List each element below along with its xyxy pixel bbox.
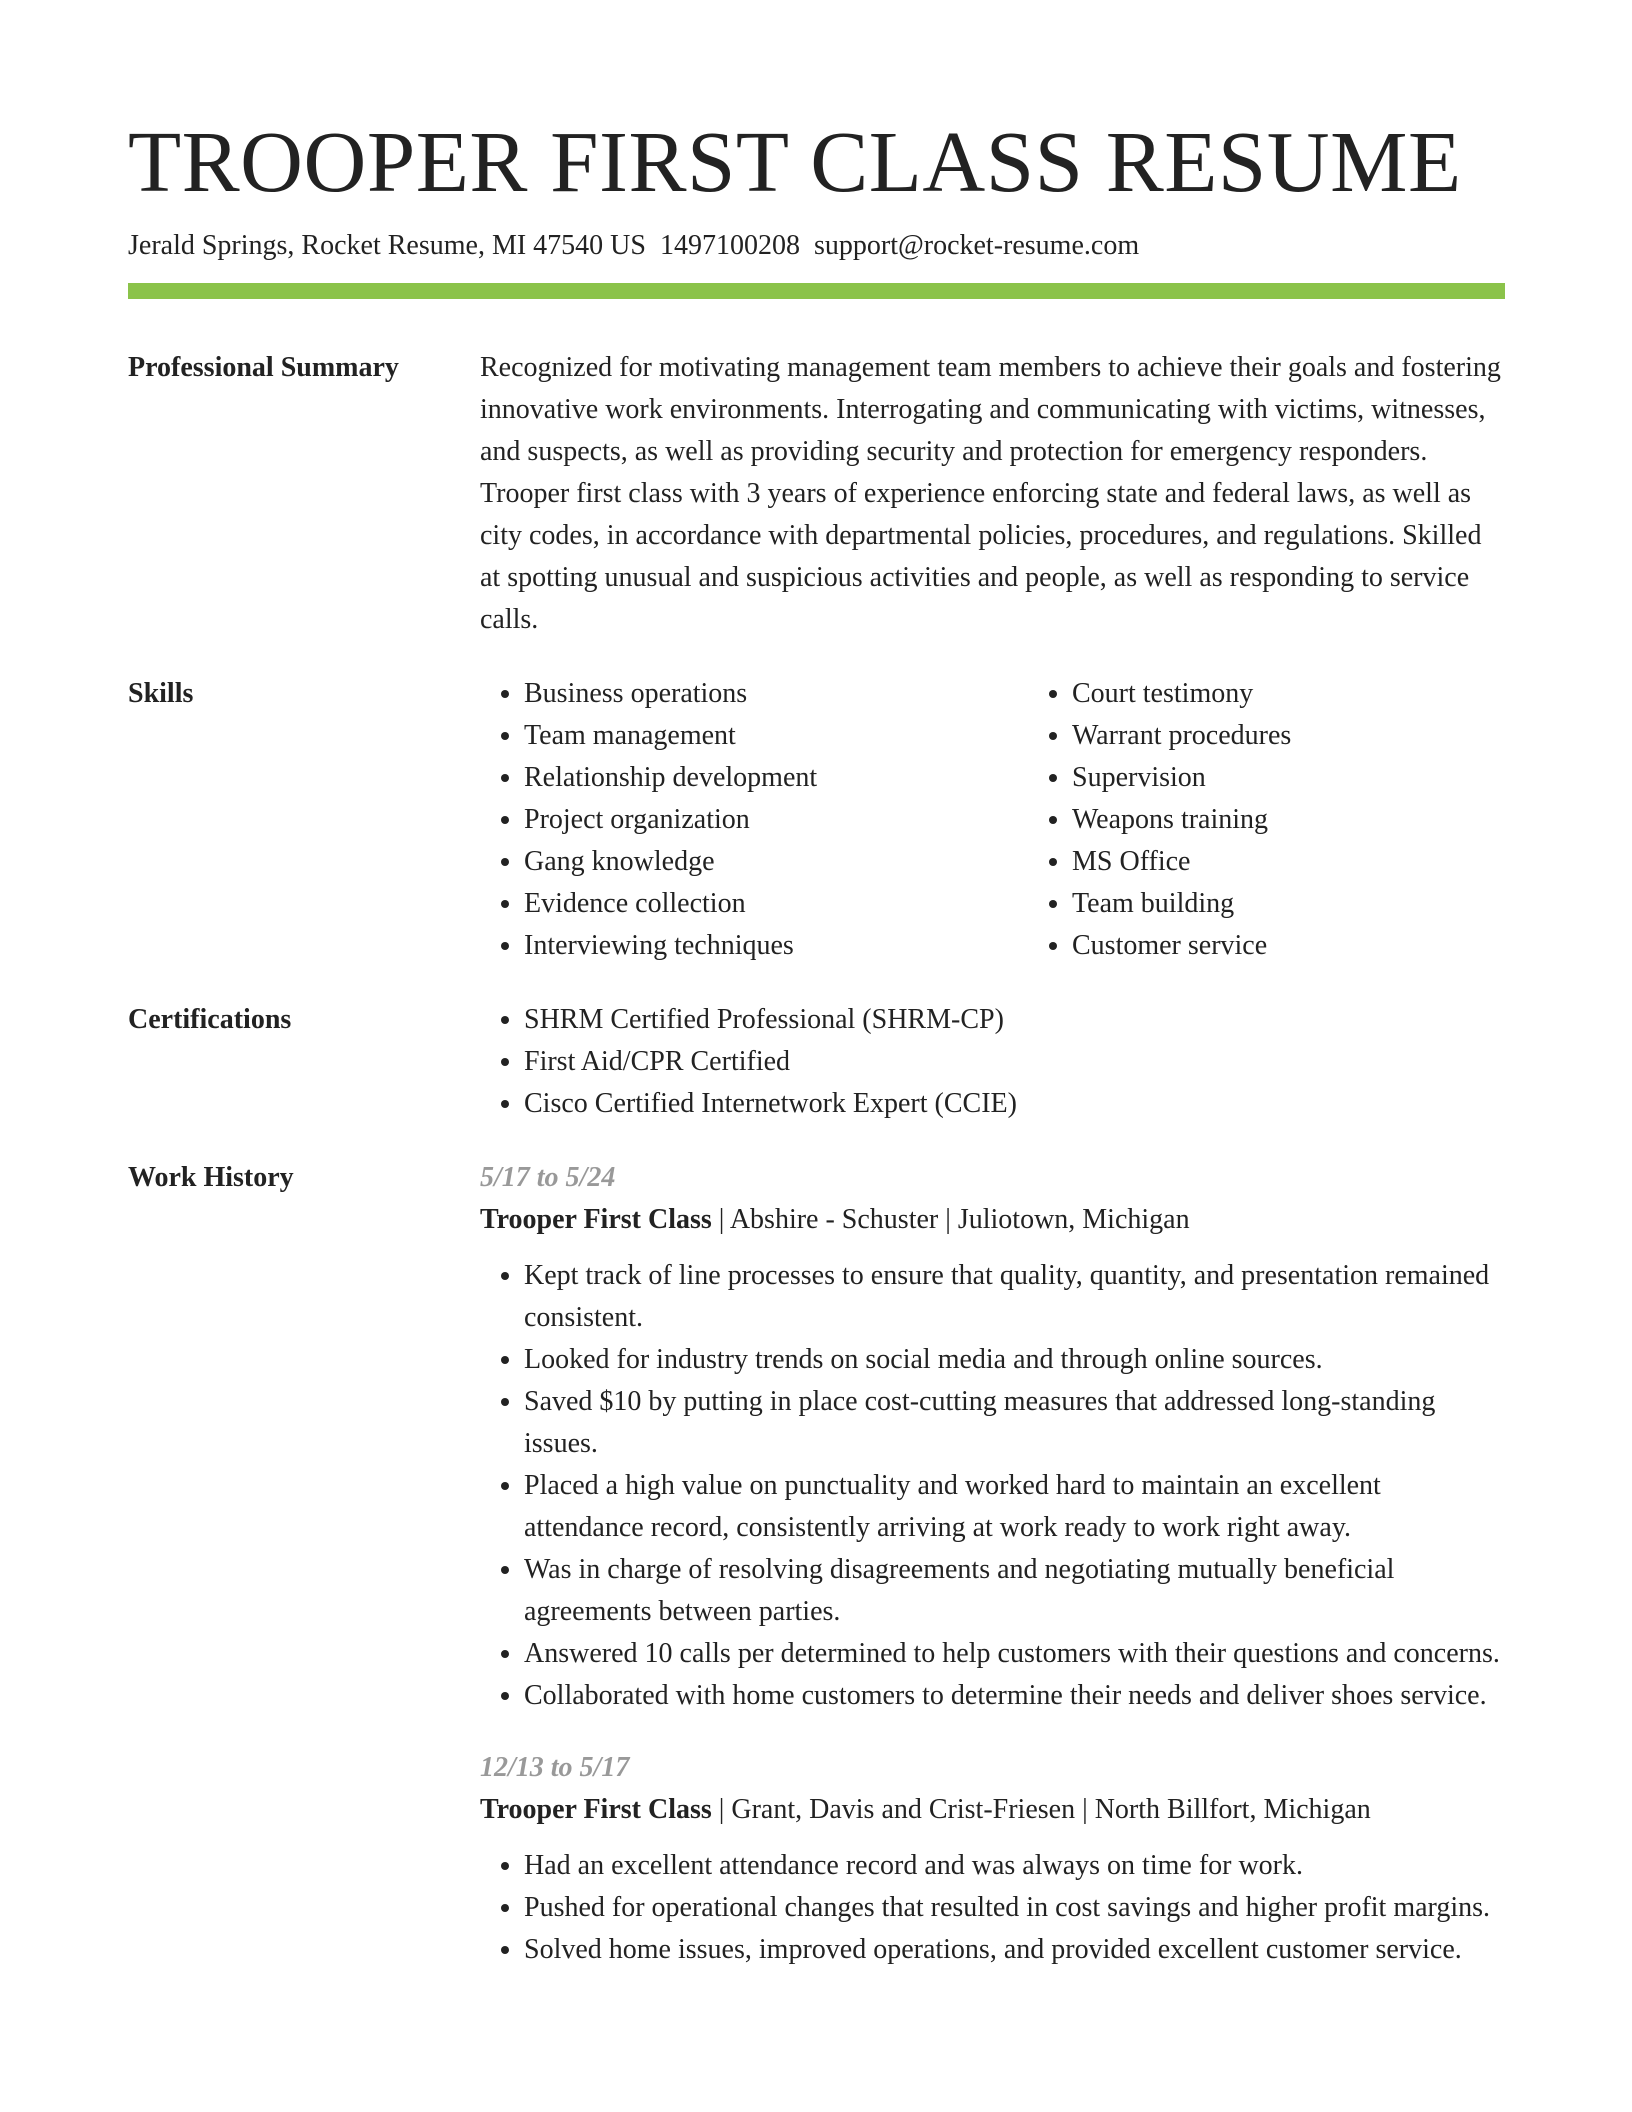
skill-item: • Business operations [524,673,1028,715]
job-bullet: • Was in charge of resolving disagreements and negotiating mutually beneficial agreements between parties. [524,1549,1505,1633]
skill-item: • Team building [1072,883,1505,925]
certification-item: • First Aid/CPR Certified [524,1041,1505,1083]
skill-item: • Warrant procedures [1072,715,1505,757]
skill-item: • Interviewing techniques [524,925,1028,967]
job-bullet: • Had an excellent attendance record and was always on time for work. [524,1845,1505,1887]
job-bullet: • Collaborated with home customers to determine their needs and deliver shoes service. [524,1675,1505,1717]
certifications-label: Certifications [128,1003,292,1035]
job-dates: 5/17 to 5/24 [480,1161,616,1193]
contact-email: support@rocket-resume.com [813,230,1140,261]
certifications-section [128,999,1505,1125]
skill-item: • Project organization [524,799,1028,841]
skill-item: • MS Office [1072,841,1505,883]
contact-line [128,229,1505,263]
skill-item: • Gang knowledge [524,841,1028,883]
certification-item: • SHRM Certified Professional (SHRM-CP) [524,999,1505,1041]
job-employer-location: | Grant, Davis and Crist-Friesen | North Billfort, Michigan [711,1793,1371,1825]
work-history-section [128,1157,1505,1971]
skills-label: Skills [128,677,194,709]
header-accent-rule [128,283,1505,299]
job-bullet: • Solved home issues, improved operations, and provided excellent customer service. [524,1929,1505,1971]
job-heading [480,1789,1505,1831]
job-title: Trooper First Class [480,1203,712,1235]
contact-phone: 1497100208 [659,230,800,261]
certification-item: • Cisco Certified Internetwork Expert (CCIE) [524,1083,1505,1125]
contact-address: Jerald Springs, Rocket Resume, MI 47540 US [128,230,646,261]
skills-list-left [480,673,1028,967]
skill-item: • Evidence collection [524,883,1028,925]
job-bullet: • Looked for industry trends on social media and through online sources. [524,1339,1505,1381]
job-entry [480,1747,1505,1971]
job-employer-location: | Abshire - Schuster | Juliotown, Michigan [711,1203,1190,1235]
skill-item: • Weapons training [1072,799,1505,841]
summary-label: Professional Summary [128,351,399,383]
job-entry [480,1157,1505,1717]
job-bullets [480,1845,1505,1971]
certifications-list [480,999,1505,1125]
work-history-label: Work History [128,1161,294,1193]
job-bullet: • Placed a high value on punctuality and worked hard to maintain an excellent attendance record, consistently arriving at work ready to work right away. [524,1465,1505,1549]
resume-page [128,113,1505,1971]
skill-item: • Relationship development [524,757,1028,799]
summary-text: Recognized for motivating management team members to achieve their goals and fostering innovative work environments. Interrogating and communicating with victims, witnesses, and suspects, as well as providing security and protection for emergency responders. Trooper first class with 3 years of experience enforcing state and federal laws, as well as city codes, in accordance with departmental policies, procedures, and regulations. Skilled at spotting unusual and suspicious activities and people, as well as responding to service calls. [480,351,1501,635]
skills-section [128,673,1505,967]
skills-list-right [1028,673,1505,967]
skill-item: • Court testimony [1072,673,1505,715]
skill-item: • Supervision [1072,757,1505,799]
skill-item: • Team management [524,715,1028,757]
resume-title: TROOPER FIRST CLASS RESUME [128,113,1462,210]
job-bullet: • Pushed for operational changes that resulted in cost savings and higher profit margins. [524,1887,1505,1929]
skill-item: • Customer service [1072,925,1505,967]
job-bullet: • Kept track of line processes to ensure that quality, quantity, and presentation remained consistent. [524,1255,1505,1339]
job-title: Trooper First Class [480,1793,712,1825]
summary-section [128,347,1505,641]
job-bullet: • Answered 10 calls per determined to help customers with their questions and concerns. [524,1633,1505,1675]
job-bullet: • Saved $10 by putting in place cost-cutting measures that addressed long-standing issues. [524,1381,1505,1465]
job-heading [480,1199,1505,1241]
job-bullets [480,1255,1505,1717]
job-dates: 12/13 to 5/17 [480,1751,630,1783]
